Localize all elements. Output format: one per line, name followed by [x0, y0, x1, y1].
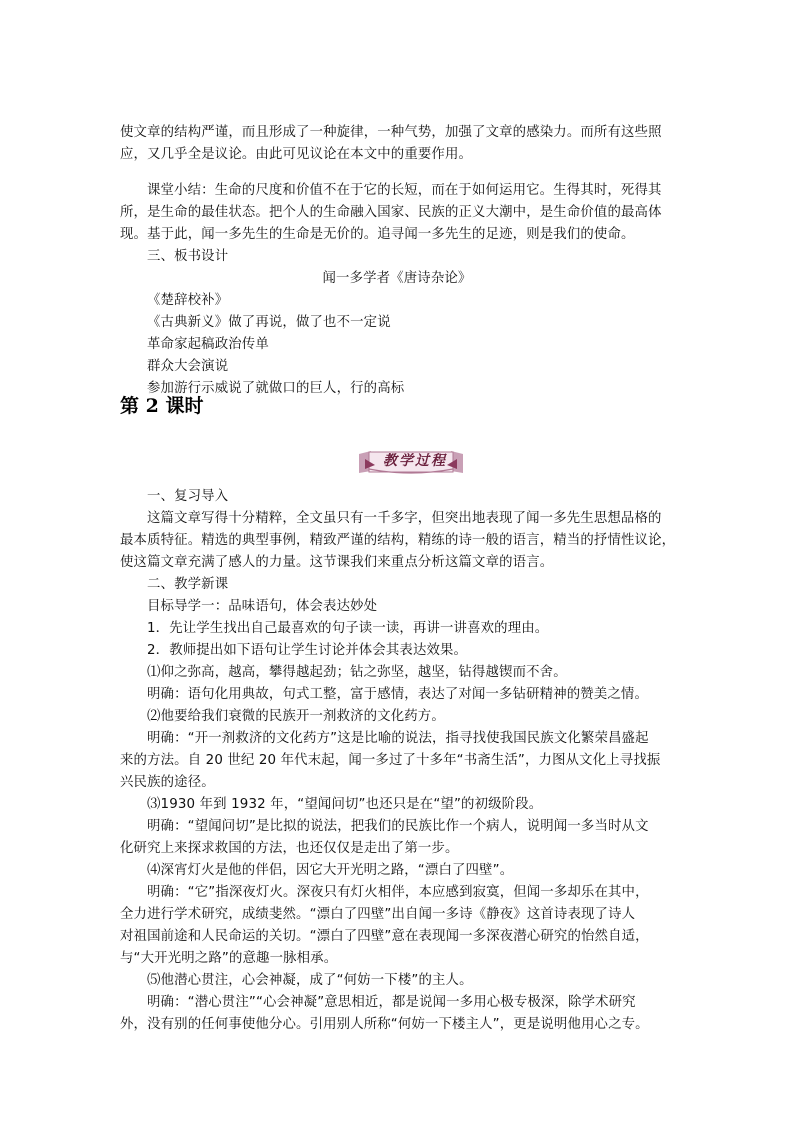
board-item: 群众大会演说: [147, 359, 229, 374]
board-heading: 三、板书设计: [147, 249, 229, 264]
lesson-line: 来的方法。自 20 世纪 20 年代末起，闻一多过了十多年“书斋生活”，力图从文化上寻找振: [120, 753, 661, 768]
lesson-line: 1．先让学生找出自己最喜欢的句子读一读，再讲一讲喜欢的理由。: [147, 621, 549, 636]
lesson-line: ⑶1930 年到 1932 年，“望闻问切”也还只是在“望”的初级阶段。: [147, 797, 543, 812]
lesson-line: 外，没有别的任何事使他分心。引用别人所称“何妨一下楼主人”，更是说明他用心之专。: [120, 1017, 649, 1032]
board-item: 参加游行示威说了就做口的巨人，行的高标: [147, 381, 405, 396]
lesson-line: 明确：“开一剂救济的文化药方”这是比喻的说法，指寻找使我国民族文化繁荣昌盛起: [147, 731, 649, 746]
lesson-line: 2．教师提出如下语句让学生讨论并体会其表达效果。: [147, 643, 468, 658]
section-heading: 二、教学新课: [147, 577, 229, 592]
lesson-line: 兴民族的途径。: [120, 775, 215, 790]
summary-line: 课堂小结：生命的尺度和价值不在于它的长短，而在于如何运用它。生得其时，死得其: [147, 183, 662, 198]
text-line: 使文章的结构严谨，而且形成了一种旋律，一种气势，加强了文章的感染力。而所有这些照: [120, 125, 662, 140]
section-heading: 一、复习导入: [147, 489, 229, 504]
summary-line: 现。基于此，闻一多先生的生命是无价的。追寻闻一多先生的足迹，则是我们的使命。: [120, 227, 635, 242]
review-line: 这篇文章写得十分精粹，全文虽只有一千多字，但突出地表现了闻一多先生思想品格的: [147, 511, 662, 526]
lesson-line: 全力进行学术研究，成绩斐然。“漂白了四壁”出自闻一多诗《静夜》这首诗表现了诗人: [120, 907, 636, 922]
banner-label: 教学过程: [383, 453, 447, 469]
lesson-line: ⑴仰之弥高，越高，攀得越起劲；钻之弥坚，越坚，钻得越锲而不舍。: [147, 665, 567, 680]
lesson-line: 对祖国前途和人民命运的关切。“漂白了四壁”意在表现闻一多深夜潜心研究的怡然自适，: [120, 929, 649, 944]
lesson-line: 明确：“它”指深夜灯火。深夜只有灯火相伴，本应感到寂寞，但闻一多却乐在其中，: [147, 885, 649, 900]
section-banner: [355, 449, 467, 475]
lesson-line: 明确：“潜心贯注”“心会神凝”意思相近，都是说闻一多用心极专极深，除学术研究: [147, 995, 636, 1010]
board-title: 闻一多学者《唐诗杂论》: [322, 271, 472, 286]
lesson-line: 明确：语句化用典故，句式工整，富于感情，表达了对闻一多钻研精神的赞美之情。: [147, 687, 649, 702]
board-item: 《古典新义》做了再说，做了也不一定说: [147, 315, 391, 330]
review-line: 最本质特征。精选的典型事例，精致严谨的结构，精练的诗一般的语言，精当的抒情性议论，: [120, 533, 676, 548]
lesson-line: 化研究上来探求救国的方法，也还仅仅是走出了第一步。: [120, 841, 459, 856]
board-item: 革命家起稿政治传单: [147, 337, 269, 352]
board-item: 《楚辞校补》: [147, 293, 229, 308]
lesson-line: ⑸他潜心贯注，心会神凝，成了“何妨一下楼”的主人。: [147, 973, 473, 988]
summary-line: 所，是生命的最佳状态。把个人的生命融入国家、民族的正义大潮中，是生命价值的最高体: [120, 205, 662, 220]
lesson-line: ⑷深宵灯火是他的伴侣，因它大开光明之路，“漂白了四壁”。: [147, 863, 514, 878]
text-line: 应，又几乎全是议论。由此可见议论在本文中的重要作用。: [120, 147, 473, 162]
lesson-line: 与“大开光明之路”的意趣一脉相承。: [120, 951, 338, 966]
lesson-title: 第 2 课时: [120, 395, 204, 417]
lesson-line: ⑵他要给我们衰微的民族开一剂救济的文化药方。: [147, 709, 445, 724]
review-line: 使这篇文章充满了感人的力量。这节课我们来重点分析这篇文章的语言。: [120, 555, 554, 570]
goal-line: 目标导学一：品味语句，体会表达妙处: [147, 599, 378, 614]
lesson-line: 明确：“望闻问切”是比拟的说法，把我们的民族比作一个病人，说明闻一多当时从文: [147, 819, 649, 834]
